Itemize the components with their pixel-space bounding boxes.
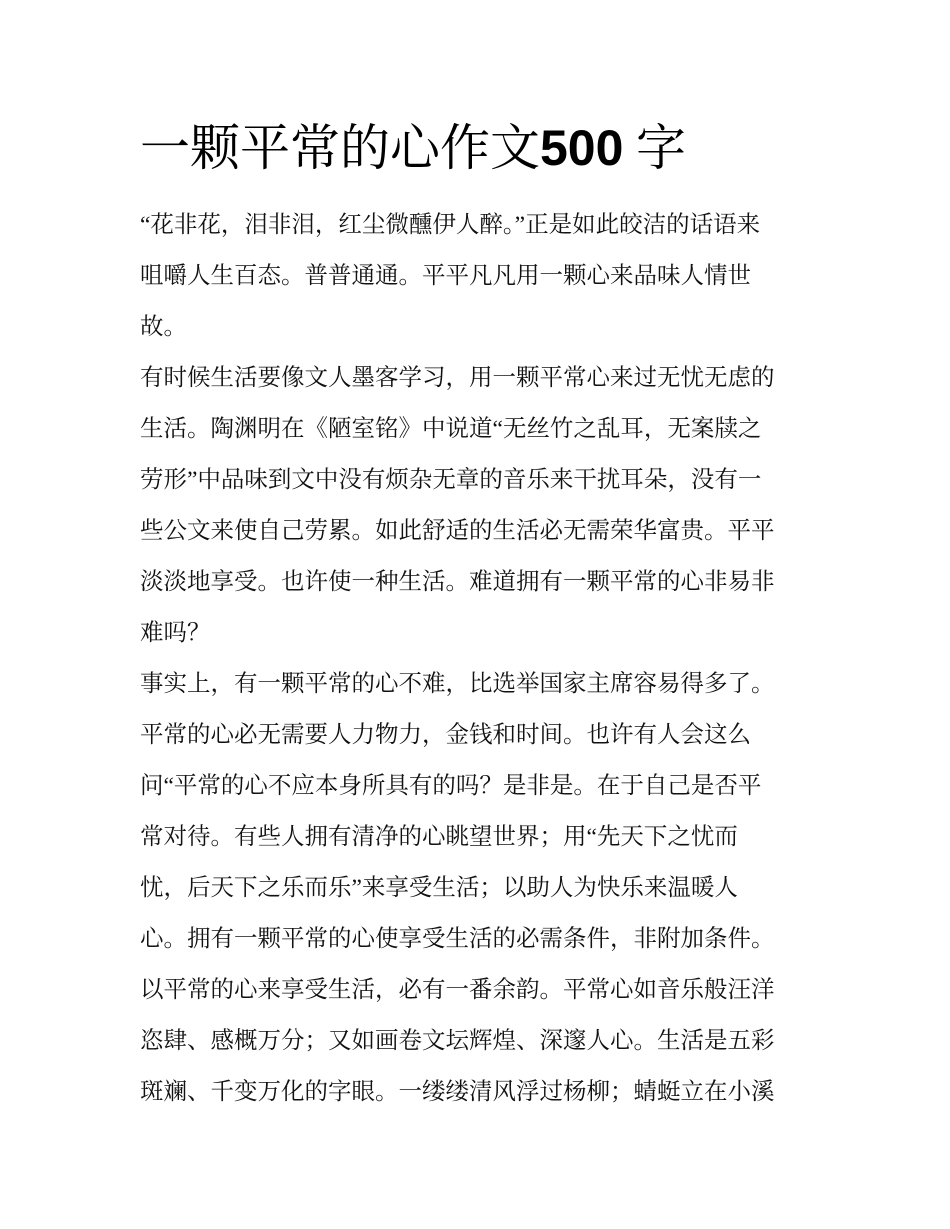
text-line: 生活。陶渊明在《陋室铭》中说道“无丝竹之乱耳，无案牍之 xyxy=(140,416,762,442)
text-line: 淡淡地享受。也许使一种生活。难道拥有一颗平常的心非易非 xyxy=(140,569,775,595)
text-line: 平常的心必无需要人力物力，金钱和时间。也许有人会这么 xyxy=(140,722,751,748)
text-line: 些公文来使自己劳累。如此舒适的生活必无需荣华富贵。平平 xyxy=(140,518,775,544)
text-line: 以平常的心来享受生活，必有一番余韵。平常心如音乐般汪洋 xyxy=(140,977,775,1003)
essay-body xyxy=(140,200,820,1118)
text-line: 心。拥有一颗平常的心使享受生活的必需条件，非附加条件。 xyxy=(140,926,775,952)
title-prefix: 一颗平常的心作文 xyxy=(140,120,540,176)
text-line: 忧，后天下之乐而乐”来享受生活；以助人为快乐来温暖人 xyxy=(140,875,738,901)
page-title xyxy=(140,118,686,178)
text-line: “花非花，泪非泪，红尘微醺伊人醉。”正是如此皎洁的话语来 xyxy=(140,212,761,238)
title-number: 500 xyxy=(540,120,624,176)
text-line: 事实上，有一颗平常的心不难，比选举国家主席容易得多了。 xyxy=(140,671,775,697)
text-line: 故。 xyxy=(140,314,187,340)
text-line: 咀嚼人生百态。普普通通。平平凡凡用一颗心来品味人情世 xyxy=(140,263,751,289)
text-line: 有时候生活要像文人墨客学习，用一颗平常心来过无忧无虑的 xyxy=(140,365,775,391)
text-line: 常对待。有些人拥有清净的心眺望世界；用“先天下之忧而 xyxy=(140,824,738,850)
text-line: 斑斓、千变万化的字眼。一缕缕清风浮过杨柳；蜻蜓立在小溪 xyxy=(140,1079,775,1105)
text-line: 劳形”中品味到文中没有烦杂无章的音乐来干扰耳朵，没有一 xyxy=(140,467,762,493)
text-line: 问“平常的心不应本身所具有的吗？是非是。在于自己是否平 xyxy=(140,773,762,799)
text-line: 难吗？ xyxy=(140,620,211,646)
text-line: 恣肆、感概万分；又如画卷文坛辉煌、深邃人心。生活是五彩 xyxy=(140,1028,775,1054)
title-suffix: 字 xyxy=(623,120,686,176)
